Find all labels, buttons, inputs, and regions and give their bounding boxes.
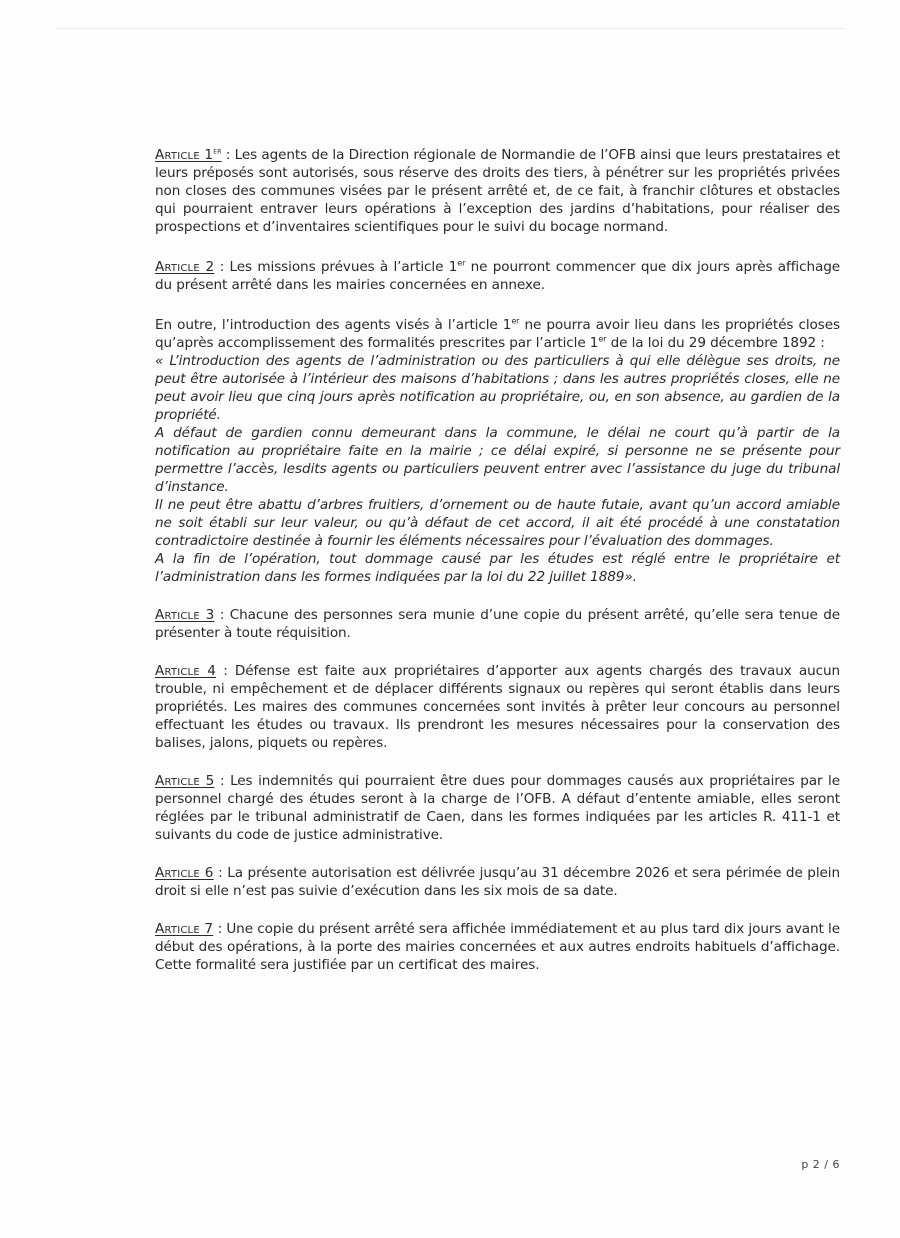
article-2-label: Article 2 <box>155 259 215 275</box>
article-3-label: Article 3 <box>155 607 215 623</box>
quote-paragraph-2: A défaut de gardien connu demeurant dans la commune, le délai ne court qu’à partir de la notification au propriétaire faite en la mairie ; ce délai expiré, si personne ne se présente pour permettre l’accès, lesdits agents ou particuliers peuvent entrer avec l’assistance du juge du tribunal d’instance. <box>155 425 840 495</box>
article-4-text: Défense est faite aux propriétaires d’apporter aux agents chargés des travaux aucun trouble, ni empêchement et de déplacer différents signaux ou repères qui seront établis dans leurs propriétés. Les maires des communes concernées sont invités à prêter leur concours au personnel effectuant les études ou travaux. Ils prendront les mesures nécessaires pour la conservation des balises, jalons, piquets ou repères. <box>155 663 840 751</box>
article-4-label: Article 4 <box>155 663 217 679</box>
article-5-label: Article 5 <box>155 773 215 789</box>
article-1: Article 1er : Les agents de la Direction régionale de Normandie de l’OFB ainsi que leurs prestataires et leurs préposés sont autorisés, sous réserve des droits des tiers, à pénétrer sur les propriétés privées non closes des communes visées par le présent arrêté et, de ce fait, à franchir clôtures et obstacles qui pourraient entraver leurs opérations à l’exception des jardins d’habitations, pour réaliser des prospections et d’inventaires scientifiques pour le suivi du bocage normand. <box>155 146 840 235</box>
article-3-text: Chacune des personnes sera munie d’une copie du présent arrêté, qu’elle sera tenue de présenter à toute réquisition. <box>155 607 840 641</box>
article-5: Article 5 : Les indemnités qui pourraient être dues pour dommages causés aux propriétaires par le personnel chargé des études seront à la charge de l’OFB. A défaut d’entente amiable, elles seront réglées par le tribunal administratif de Caen, dans les formes indiquées par les articles R. 411-1 et suivants du code de justice administrative. <box>155 773 840 843</box>
article-5-text: Les indemnités qui pourraient être dues pour dommages causés aux propriétaires par le personnel chargé des études seront à la charge de l’OFB. A défaut d’entente amiable, elles seront réglées par le tribunal administratif de Caen, dans les formes indiquées par les articles R. 411-1 et suivants du code de justice administrative. <box>155 773 840 843</box>
article-7-label: Article 7 <box>155 921 214 937</box>
article-7: Article 7 : Une copie du présent arrêté sera affichée immédiatement et au plus tard dix jours avant le début des opérations, à la porte des mairies concernées et aux autres endroits habituels d’affichage. Cette formalité sera justifiée par un certificat des maires. <box>155 921 840 973</box>
article-7-text: Une copie du présent arrêté sera affichée immédiatement et au plus tard dix jours avant le début des opérations, à la porte des mairies concernées et aux autres endroits habituels d’affichage. Cette formalité sera justifiée par un certificat des maires. <box>155 921 840 973</box>
article-1-text: Les agents de la Direction régionale de Normandie de l’OFB ainsi que leurs prestataires et leurs préposés sont autorisés, sous réserve des droits des tiers, à pénétrer sur les propriétés privées non closes des communes visées par le présent arrêté et, de ce fait, à franchir clôtures et obstacles qui pourraient entraver leurs opérations à l’exception des jardins d’habitations, pour réaliser des prospections et d’inventaires scientifiques pour le suivi du bocage normand. <box>155 147 840 235</box>
article-6-label: Article 6 <box>155 865 214 881</box>
quote-paragraph-4: A la fin de l’opération, tout dommage causé par les études est réglé entre le propriétaire et l’administration dans les formes indiquées par la loi du 22 juillet 1889». <box>155 551 840 585</box>
top-divider <box>55 28 845 29</box>
article-2: Article 2 : Les missions prévues à l’article 1er ne pourront commencer que dix jours après affichage du présent arrêté dans les mairies concernées en annexe. <box>155 258 840 293</box>
article-3: Article 3 : Chacune des personnes sera munie d’une copie du présent arrêté, qu’elle sera tenue de présenter à toute réquisition. <box>155 607 840 641</box>
quote-paragraph-1: « L’introduction des agents de l’administration ou des particuliers à qui elle délègue ses droits, ne peut être autorisée à l’intérieur des maisons d’habitations ; dans les autres propriétés closes, elle ne peut avoir lieu que cinq jours après notification au propriétaire, ou, en son absence, au gardien de la propriété. <box>155 353 840 423</box>
article-2-text: Les missions prévues à l’article 1er ne pourront commencer que dix jours après affichage du présent arrêté dans les mairies concernées en annexe. <box>155 258 840 293</box>
page-number: p 2 / 6 <box>801 1158 840 1171</box>
quote-paragraph-3: Il ne peut être abattu d’arbres fruitiers, d’ornement ou de haute futaie, avant qu’un accord amiable ne soit établi sur leur valeur, ou qu’à défaut de cet accord, il ait été procédé à une constatation contradictoire destinée à fournir les éléments nécessaires pour l’évaluation des dommages. <box>155 497 840 549</box>
article-6: Article 6 : La présente autorisation est délivrée jusqu’au 31 décembre 2026 et sera périmée de plein droit si elle n’est pas suivie d’exécution dans les six mois de sa date. <box>155 865 840 899</box>
article-4: Article 4 : Défense est faite aux propriétaires d’apporter aux agents chargés des travaux aucun trouble, ni empêchement et de déplacer différents signaux ou repères qui seront établis dans leurs propriétés. Les maires des communes concernées sont invités à prêter leur concours au personnel effectuant les études ou travaux. Ils prendront les mesures nécessaires pour la conservation des balises, jalons, piquets ou repères. <box>155 663 840 751</box>
document-body <box>155 146 840 974</box>
article-6-text: La présente autorisation est délivrée jusqu’au 31 décembre 2026 et sera périmée de plein droit si elle n’est pas suivie d’exécution dans les six mois de sa date. <box>155 865 840 899</box>
article-1-label: Article 1er <box>155 146 222 163</box>
en-outre-paragraph: En outre, l’introduction des agents visés à l’article 1er ne pourra avoir lieu dans les propriétés closes qu’après accomplissement des formalités prescrites par l’article 1er de la loi du 29 décembre 1892 : <box>155 316 840 351</box>
